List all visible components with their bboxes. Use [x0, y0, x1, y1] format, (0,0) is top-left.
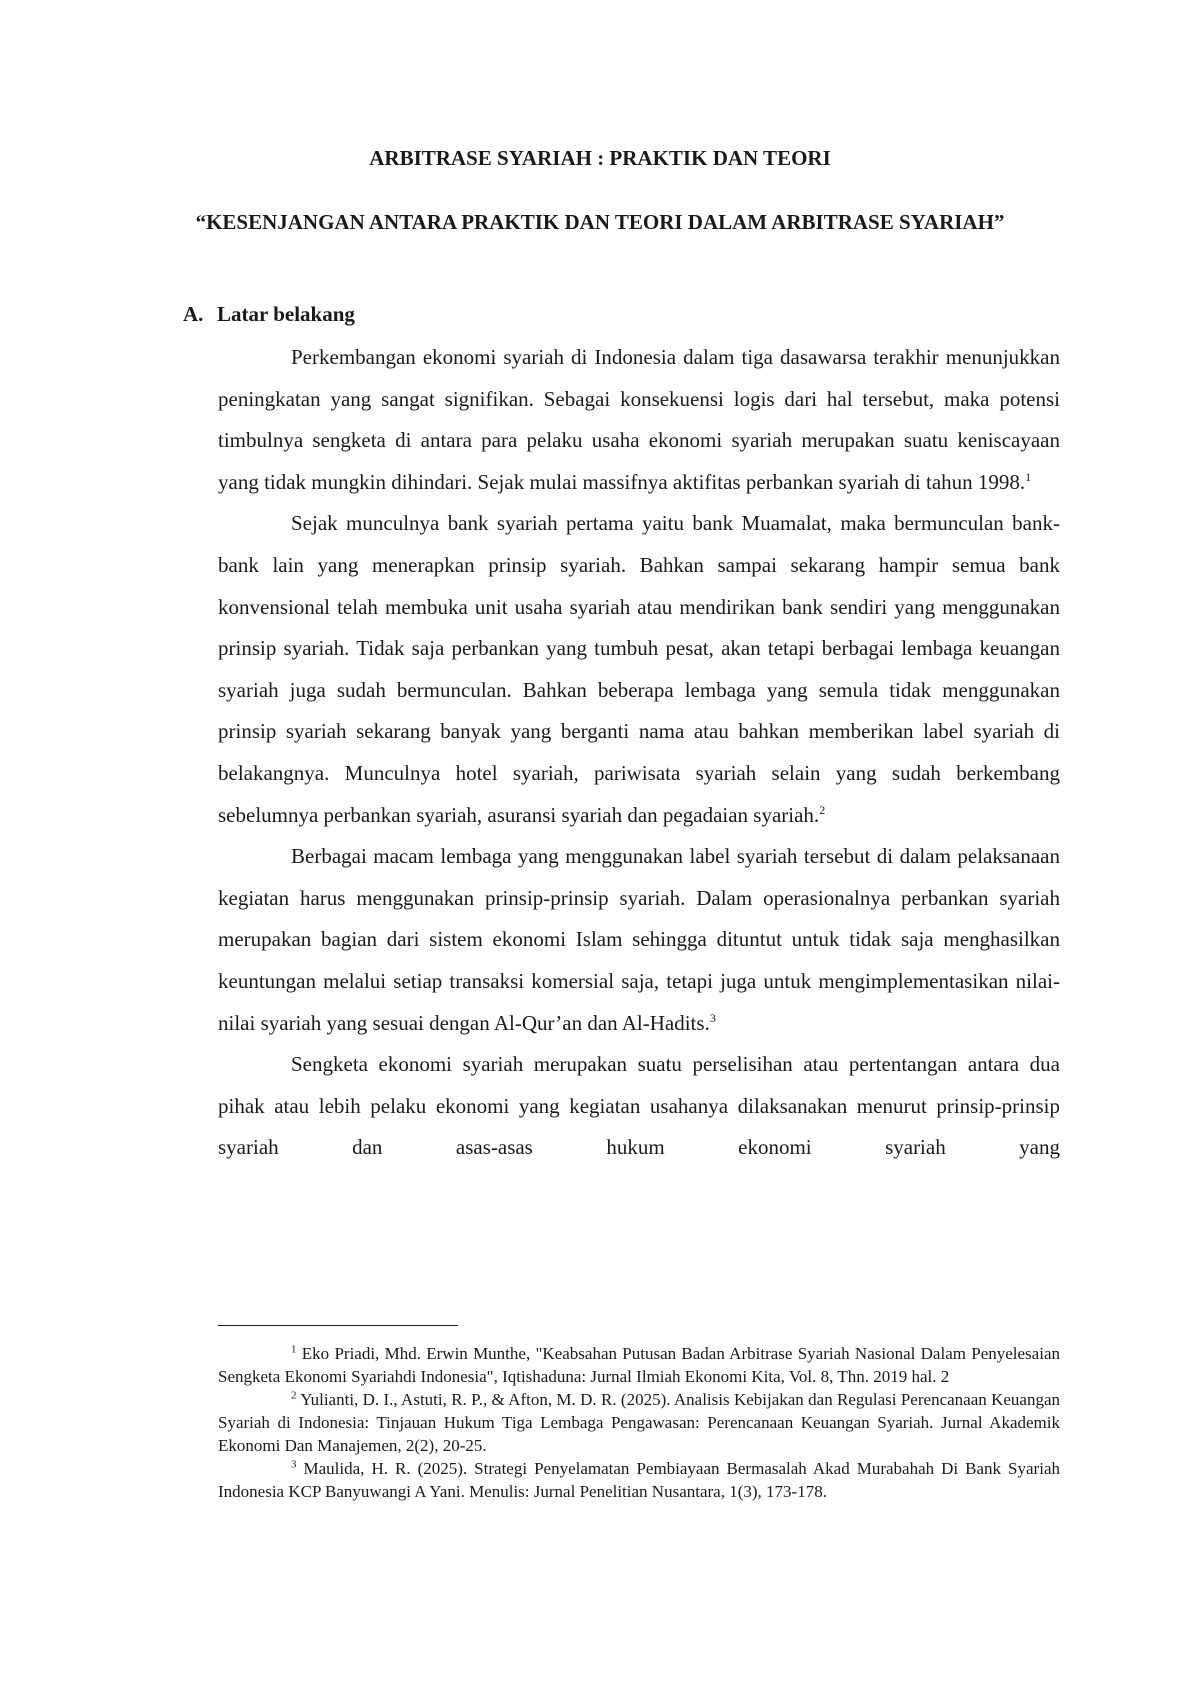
footnote-ref: 2	[819, 802, 826, 817]
paragraph-text: Perkembangan ekonomi syariah di Indonesia dalam tiga dasawarsa terakhir menunjukkan peningkatan yang sangat signifikan. Sebagai konsekuensi logis dari hal tersebut, maka potensi timbulnya sengketa di antara para pelaku usaha ekonomi syariah merupakan suatu keniscayaan yang tidak mungkin dihindari. Sejak mulai massifnya aktifitas perbankan syariah di tahun 1998.	[218, 345, 1060, 494]
section-heading	[183, 302, 355, 327]
footnote	[218, 1388, 1060, 1457]
footnote-text: Eko Priadi, Mhd. Erwin Munthe, "Keabsahan Putusan Badan Arbitrase Syariah Nasional Dalam Penyelesaian Sengketa Ekonomi Syariahdi Indonesia", Iqtishaduna: Jurnal Ilmiah Ekonomi Kita, Vol. 8, Thn. 2019 hal. 2	[218, 1344, 1060, 1386]
paragraph-text: Berbagai macam lembaga yang menggunakan label syariah tersebut di dalam pelaksanaan kegiatan harus menggunakan prinsip-prinsip syariah. Dalam operasionalnya perbankan syariah merupakan bagian dari sistem ekonomi Islam sehingga dituntut untuk tidak saja menghasilkan keuntungan melalui setiap transaksi komersial saja, tetapi juga untuk mengimplementasikan nilai-nilai syariah yang sesuai dengan Al-Qur’an dan Al-Hadits.	[218, 844, 1060, 1035]
paragraph-text: Sejak munculnya bank syariah pertama yaitu bank Muamalat, maka bermunculan bank-bank lain yang menerapkan prinsip syariah. Bahkan sampai sekarang hampir semua bank konvensional telah membuka unit usaha syariah atau mendirikan bank sendiri yang menggunakan prinsip syariah. Tidak saja perbankan yang tumbuh pesat, akan tetapi berbagai lembaga keuangan syariah juga sudah bermunculan. Bahkan beberapa lembaga yang semula tidak menggunakan prinsip syariah sekarang banyak yang berganti nama atau bahkan memberikan label syariah di belakangnya. Munculnya hotel syariah, pariwisata syariah selain yang sudah berkembang sebelumnya perbankan syariah, asuransi syariah dan pegadaian syariah.	[218, 511, 1060, 827]
section-marker: A.	[183, 302, 204, 326]
paragraph-text: Sengketa ekonomi syariah merupakan suatu perselisihan atau pertentangan antara dua pihak atau lebih pelaku ekonomi yang kegiatan usahanya dilaksanakan menurut prinsip-prinsip syariah dan asas-asas hukum ekonomi syariah yang	[218, 1052, 1060, 1160]
footnote-number: 1	[291, 1343, 297, 1356]
paragraph	[218, 503, 1060, 836]
paragraph	[218, 337, 1060, 503]
section-heading-text: Latar belakang	[217, 302, 355, 326]
document-title: ARBITRASE SYARIAH : PRAKTIK DAN TEORI	[369, 146, 831, 170]
footnote-text: Maulida, H. R. (2025). Strategi Penyelamatan Pembiayaan Bermasalah Akad Murabahah Di Bank Syariah Indonesia KCP Banyuwangi A Yani. Menulis: Jurnal Penelitian Nusantara, 1(3), 173-178.	[218, 1459, 1060, 1501]
paragraph	[218, 1044, 1060, 1169]
footnote-number: 2	[291, 1389, 297, 1402]
body-text	[218, 337, 1060, 1169]
footnote-ref: 1	[1025, 469, 1032, 484]
footnote	[218, 1342, 1060, 1388]
paragraph	[218, 836, 1060, 1044]
footnotes	[218, 1342, 1060, 1503]
footnote-number: 3	[291, 1458, 297, 1471]
document-subtitle: “KESENJANGAN ANTARA PRAKTIK DAN TEORI DALAM ARBITRASE SYARIAH”	[195, 210, 1005, 234]
footnote-separator	[218, 1325, 458, 1326]
footnote-text: Yulianti, D. I., Astuti, R. P., & Afton, M. D. R. (2025). Analisis Kebijakan dan Regulasi Perencanaan Keuangan Syariah di Indonesia: Tinjauan Hukum Tiga Lembaga Pengawasan: Perencanaan Keuangan Syariah. Jurnal Akademik Ekonomi Dan Manajemen, 2(2), 20-25.	[218, 1390, 1060, 1455]
footnote-ref: 3	[709, 1010, 716, 1025]
footnote	[218, 1457, 1060, 1503]
